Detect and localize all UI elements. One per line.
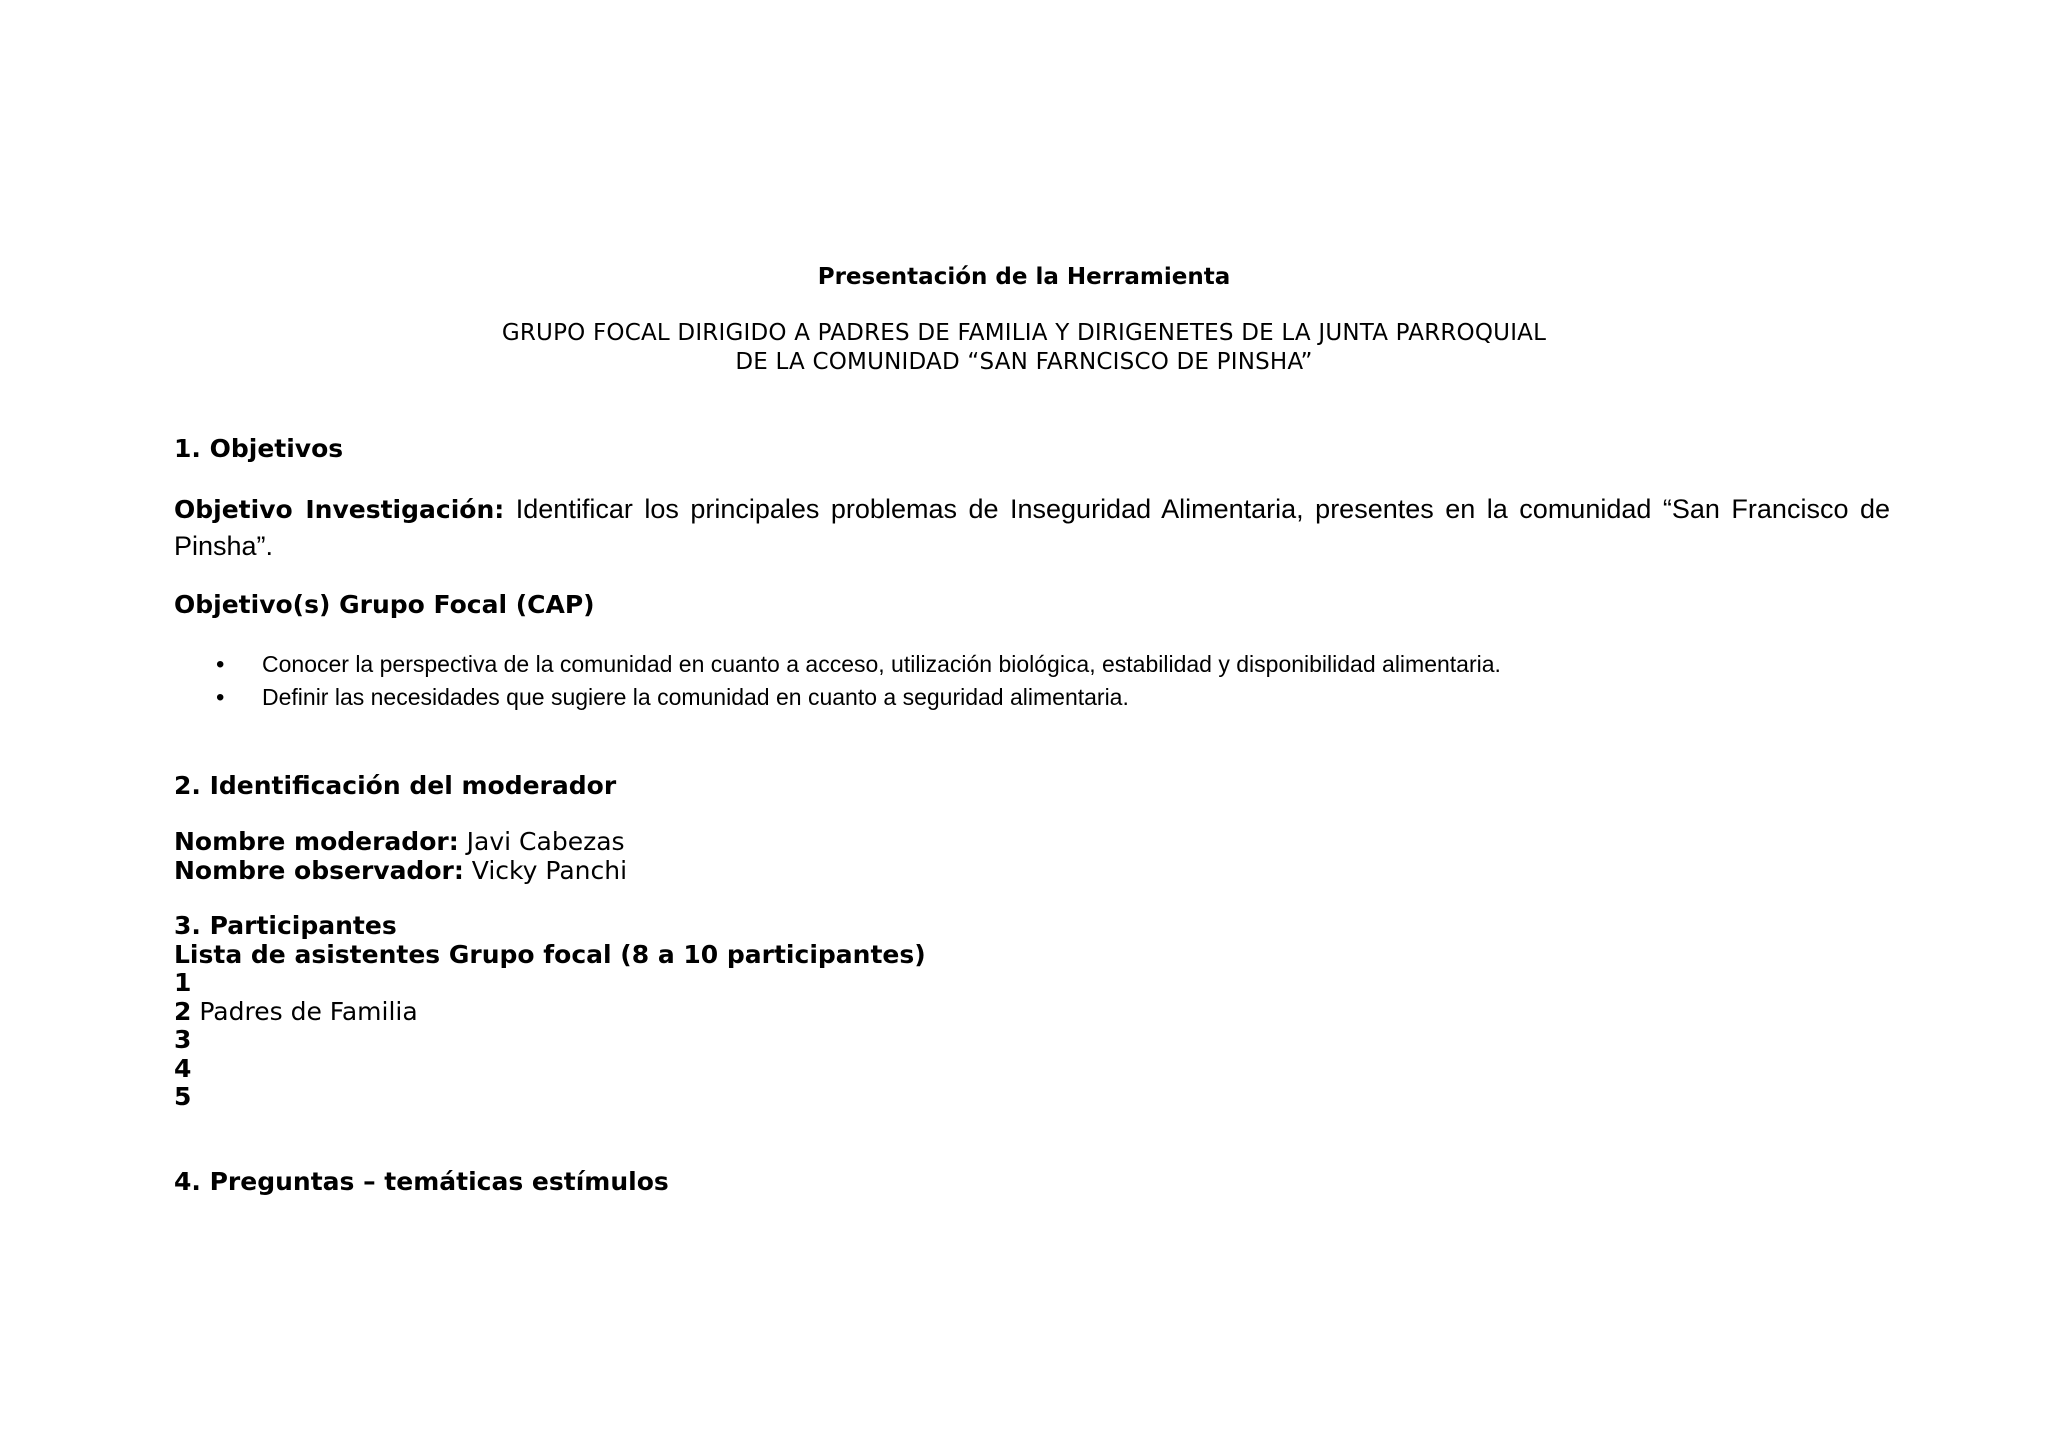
participant-number: 1 bbox=[174, 968, 192, 997]
section-2-heading: 2. Identificación del moderador bbox=[174, 771, 617, 800]
document-subtitle-line-1: GRUPO FOCAL DIRIGIDO A PADRES DE FAMILIA Y DIRIGENETES DE LA JUNTA PARROQUIAL bbox=[501, 320, 1547, 346]
observer-line bbox=[174, 856, 627, 885]
moderator-label: Nombre moderador: bbox=[174, 827, 459, 856]
observer-label: Nombre observador: bbox=[174, 856, 464, 885]
document-title: Presentación de la Herramienta bbox=[817, 264, 1231, 290]
list-item bbox=[174, 1083, 418, 1112]
bullet-icon: • bbox=[216, 684, 225, 711]
focal-objective-text: Conocer la perspectiva de la comunidad en cuanto a acceso, utilización biológica, estabilidad y disponibilidad alimentaria. bbox=[262, 651, 1501, 677]
bullet-icon: • bbox=[216, 651, 225, 678]
list-item bbox=[174, 998, 418, 1027]
list-item bbox=[174, 1026, 418, 1055]
list-item bbox=[174, 681, 1501, 714]
observer-name: Vicky Panchi bbox=[471, 856, 628, 885]
research-objective-paragraph bbox=[174, 491, 1890, 565]
focal-objectives-list bbox=[174, 648, 1501, 714]
focal-objective-text: Definir las necesidades que sugiere la comunidad en cuanto a seguridad alimentaria. bbox=[262, 684, 1129, 710]
research-objective-label: Objetivo Investigación: bbox=[174, 495, 505, 524]
list-item bbox=[174, 969, 418, 998]
section-3-heading: 3. Participantes bbox=[174, 911, 397, 940]
participant-number: 3 bbox=[174, 1025, 192, 1054]
participant-number: 2 bbox=[174, 996, 192, 1026]
research-objective-text: Identificar los principales problemas de Inseguridad Alimentaria, presentes en la comunidad “San Francisco de Pinsha”. bbox=[174, 494, 1890, 561]
list-item bbox=[174, 648, 1501, 681]
participant-number: 4 bbox=[174, 1053, 192, 1083]
focal-objectives-heading: Objetivo(s) Grupo Focal (CAP) bbox=[174, 590, 595, 619]
participant-text: Padres de Familia bbox=[199, 996, 418, 1026]
participant-number: 5 bbox=[174, 1082, 192, 1111]
list-item bbox=[174, 1055, 418, 1084]
document-subtitle-line-2: DE LA COMUNIDAD “SAN FARNCISCO DE PINSHA” bbox=[735, 349, 1313, 375]
section-1-heading: 1. Objetivos bbox=[174, 434, 344, 463]
moderator-line bbox=[174, 827, 625, 856]
participants-list bbox=[174, 969, 418, 1112]
section-4-heading: 4. Preguntas – temáticas estímulos bbox=[174, 1167, 669, 1196]
moderator-name: Javi Cabezas bbox=[466, 827, 625, 856]
participants-list-heading: Lista de asistentes Grupo focal (8 a 10 participantes) bbox=[174, 940, 926, 969]
